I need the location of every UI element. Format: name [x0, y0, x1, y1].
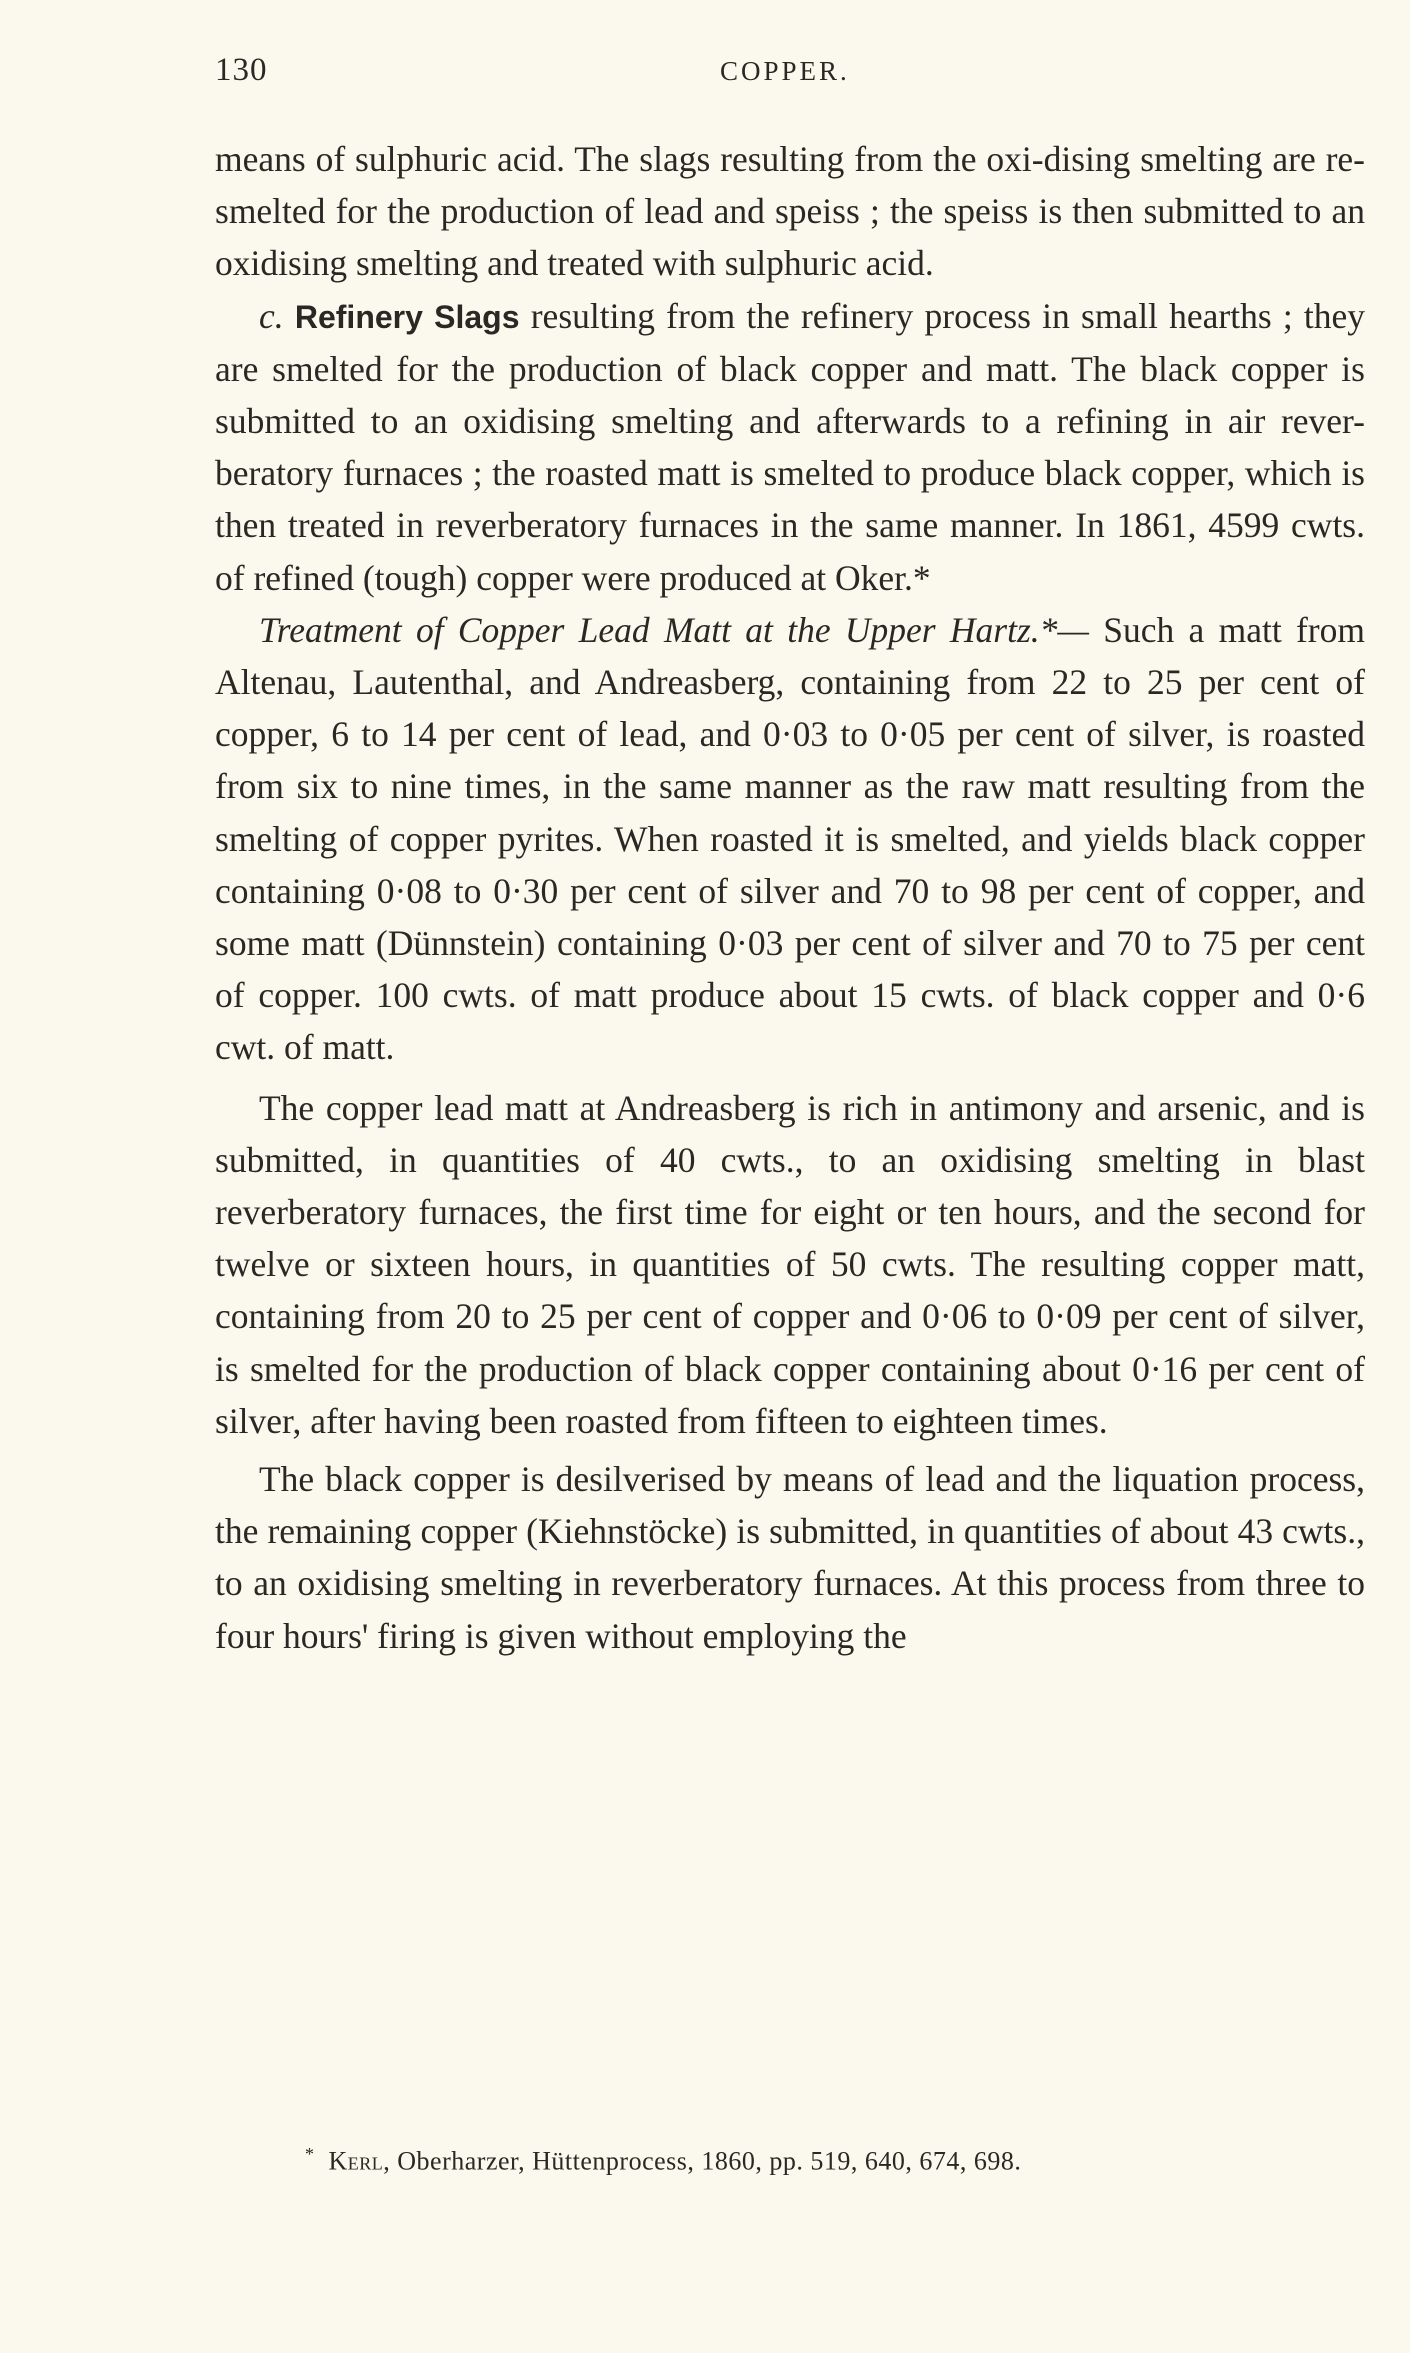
footnote-text: Oberharzer, Hüttenprocess, 1860, pp. 519, 640, 674, 698. [397, 2146, 1022, 2176]
paragraph-copper-lead-matt [215, 604, 1365, 1074]
footnote-marker: * [305, 2144, 315, 2164]
running-head [215, 52, 1365, 102]
running-title: COPPER. [720, 56, 850, 86]
copper-lead-matt-text: Such a matt from Altenau, Lautenthal, and Andreasberg, containing from 22 to 25 per cent of copper, 6 to 14 per cent of lead, and 0·03 to 0·05 per cent of silver, is roasted from six to nine times, in the same manner as the raw matt resulting from the smelting of copper pyrites. When roasted it is smelted, and yields black copper containing 0·08 to 0·30 per cent of silver and 70 to 98 per cent of copper, and some matt (Dünnstein) containing 0·03 per cent of silver and 70 to 75 per cent of copper. 100 cwts. of matt produce about 15 cwts. of black copper and 0·6 cwt. of matt. [215, 609, 1365, 1068]
section-label: c. [259, 295, 284, 336]
refinery-slags-term: Refinery Slags [294, 298, 520, 335]
paragraph-refinery-slags [215, 290, 1365, 604]
page-number: 130 [215, 52, 268, 88]
footnote [305, 2136, 1365, 2180]
paragraph-sulphuric-acid: means of sulphuric acid. The slags resulting from the oxi-dising smelting are re-smelted for the production of lead and speiss ; the speiss is then submitted to an oxidising smelting and treated with sulphuric acid. [215, 139, 1365, 284]
paragraph-desilverising: The black copper is desilverised by means of lead and the liquation process, the remaining copper (Kiehnstöcke) is submitted, in quantities of about 43 cwts., to an oxidising smelting in reverberatory furnaces. At this process from three to four hours' firing is given without employing the [215, 1459, 1365, 1656]
paragraph-andreasberg: The copper lead matt at Andreasberg is rich in antimony and arsenic, and is submitted, in quantities of 40 cwts., to an oxidising smelting in blast reverberatory furnaces, the first time for eight or ten hours, and the second for twelve or sixteen hours, in quantities of 50 cwts. The resulting copper matt, containing from 20 to 25 per cent of copper and 0·06 to 0·09 per cent of silver, is smelted for the production of black copper containing about 0·16 per cent of silver, after having been roasted from fifteen to eighteen times. [215, 1087, 1365, 1441]
footnote-author: Kerl, [328, 2146, 391, 2176]
refinery-slags-text: resulting from the refinery process in small hearths ; they are smelted for the production of black copper and matt. The black copper is submitted to an oxidising smelting and afterwards to a refining in air rever-beratory furnaces ; the roasted matt is smelted to produce black copper, which is then treated in reverberatory furnaces in the same manner. In 1861, 4599 cwts. of refined (tough) copper were produced at Oker.* [215, 295, 1366, 598]
body-text [215, 133, 1365, 1662]
section-heading: Treatment of Copper Lead Matt at the Upper Hartz.*— [259, 609, 1089, 650]
